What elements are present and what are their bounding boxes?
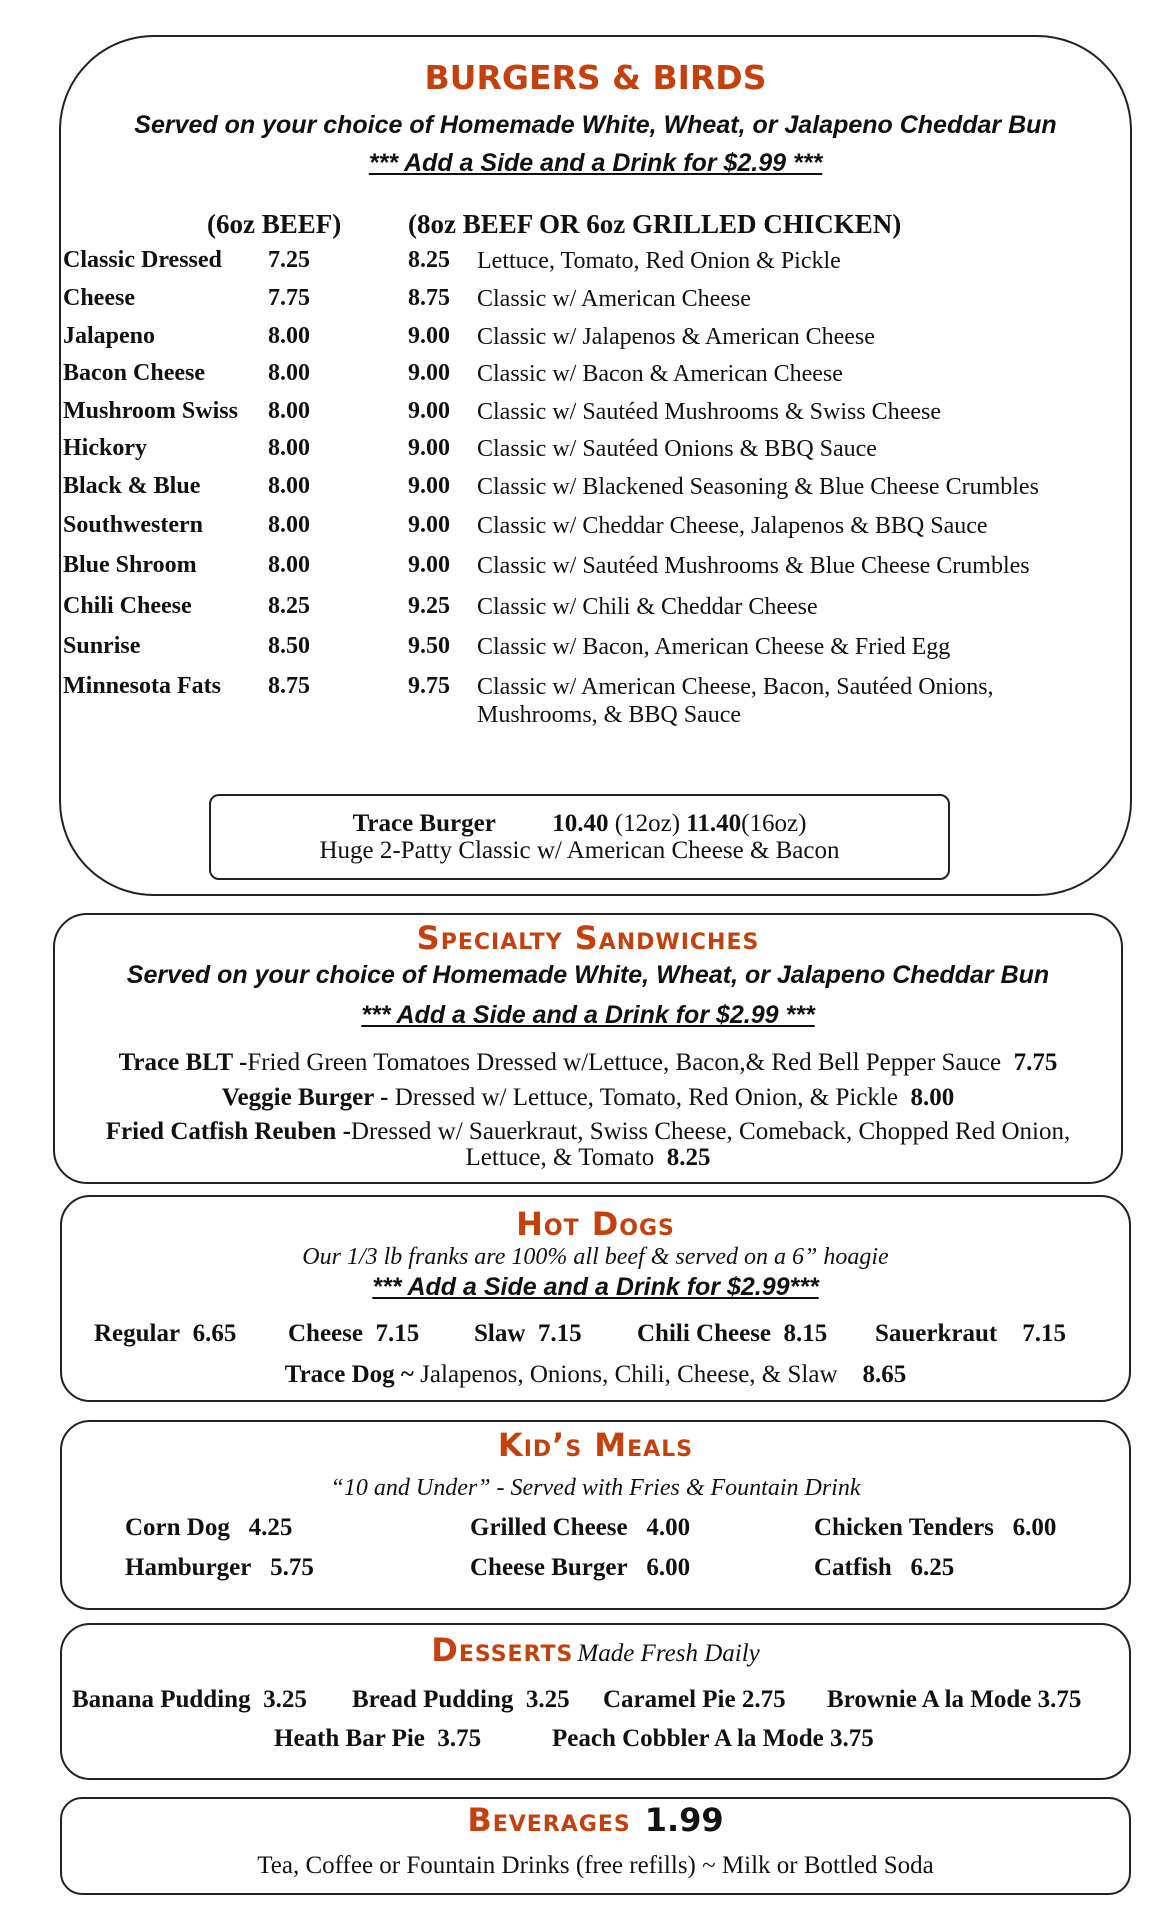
specialty-item-desc: Fried Green Tomatoes Dressed w/Lettuce, Bacon,& Red Bell Pepper Sauce <box>247 1049 1002 1076</box>
burger-row <box>61 398 1130 430</box>
burger-price-8oz: 9.25 <box>408 593 450 619</box>
kids-item-price: 6.00 <box>646 1554 691 1581</box>
trace-burger-size-16oz: (16oz) <box>741 810 807 837</box>
specialty-side-offer-text: *** Add a Side and a Drink for $2.99 *** <box>361 1001 815 1029</box>
desserts-tagline: Made Fresh Daily <box>577 1640 760 1667</box>
burger-name: Hickory <box>63 435 147 461</box>
beverages-desc: Tea, Coffee or Fountain Drinks (free refills) ~ Milk or Bottled Soda <box>257 1852 934 1879</box>
burger-price-8oz: 9.00 <box>408 473 450 499</box>
burger-price-8oz: 9.00 <box>408 512 450 538</box>
burger-name: Chili Cheese <box>63 593 192 619</box>
burger-name: Classic Dressed <box>63 247 222 273</box>
dessert-price: 3.25 <box>263 1686 307 1713</box>
dessert-item <box>603 1686 786 1714</box>
kids-item-name: Grilled Cheese <box>470 1514 628 1541</box>
burger-desc: Classic w/ American Cheese <box>477 286 751 312</box>
dessert-price: 3.75 <box>437 1725 482 1752</box>
burger-name: Jalapeno <box>63 323 156 349</box>
hotdogs-section <box>60 1195 1131 1402</box>
burger-price-8oz: 8.75 <box>408 285 450 311</box>
burgers-subtitle: Served on your choice of Homemade White, Wheat, or Jalapeno Cheddar Bun <box>134 111 1057 139</box>
burger-row <box>61 435 1130 467</box>
burger-row <box>61 512 1130 544</box>
burger-name: Mushroom Swiss <box>63 398 238 424</box>
dessert-item <box>552 1725 874 1753</box>
burger-price-8oz: 9.50 <box>408 633 450 659</box>
burger-name: Black & Blue <box>63 473 201 499</box>
hotdog-item <box>94 1320 236 1348</box>
burger-name: Sunrise <box>63 633 141 659</box>
specialty-item-name: Trace BLT - <box>118 1049 248 1076</box>
hotdog-price: 7.15 <box>375 1320 420 1347</box>
burger-price-6oz: 8.50 <box>268 633 310 659</box>
burger-desc: Classic w/ Jalapenos & American Cheese <box>477 324 875 350</box>
hotdog-price: 7.15 <box>1022 1320 1066 1347</box>
kids-item-name: Hamburger <box>125 1554 252 1581</box>
beef-6oz-header: (6oz BEEF) <box>207 209 342 239</box>
trace-burger-box <box>209 794 950 880</box>
dessert-item <box>274 1725 481 1753</box>
desserts-heading <box>62 1631 1129 1669</box>
dessert-name: Banana Pudding <box>72 1686 251 1713</box>
burger-price-6oz: 7.25 <box>268 247 310 273</box>
burger-price-6oz: 8.75 <box>268 673 310 699</box>
burger-desc: Lettuce, Tomato, Red Onion & Pickle <box>477 248 841 274</box>
specialty-title: Specialty Sandwiches <box>416 919 760 957</box>
specialty-item <box>55 1050 1121 1076</box>
burger-desc: Classic w/ Bacon, American Cheese & Fried Egg <box>477 634 951 660</box>
burger-price-6oz: 8.00 <box>268 360 310 386</box>
hotdog-name: Sauerkraut <box>875 1320 998 1347</box>
trace-dog <box>62 1361 1129 1389</box>
burger-row <box>61 673 1130 733</box>
burger-price-6oz: 8.25 <box>268 593 310 619</box>
kids-item-name: Corn Dog <box>125 1514 230 1541</box>
kids-item-name: Catfish <box>814 1554 892 1581</box>
burger-price-6oz: 8.00 <box>268 323 310 349</box>
kids-item <box>814 1514 1056 1542</box>
burger-desc: Classic w/ American Cheese, Bacon, Sautéed Onions, <box>477 674 994 700</box>
burger-price-8oz: 9.00 <box>408 552 450 578</box>
burger-desc: Classic w/ Sautéed Mushrooms & Blue Cheese Crumbles <box>477 553 1030 579</box>
burger-name: Cheese <box>63 285 135 311</box>
specialty-item-name: Veggie Burger - <box>221 1084 389 1111</box>
hotdog-item <box>474 1320 582 1348</box>
burger-name: Blue Shroom <box>63 552 197 578</box>
hotdog-item <box>288 1320 419 1348</box>
trace-burger-line <box>211 810 948 838</box>
burger-row <box>61 552 1130 584</box>
burger-name: Minnesota Fats <box>63 673 221 699</box>
kids-item-price: 4.25 <box>248 1514 293 1541</box>
burger-desc: Classic w/ Bacon & American Cheese <box>477 361 843 387</box>
burger-row <box>61 633 1130 665</box>
specialty-item-name: Fried Catfish Reuben - <box>105 1118 351 1145</box>
kids-item-name: Cheese Burger <box>470 1554 628 1581</box>
hotdog-name: Regular <box>94 1320 181 1347</box>
dessert-name: Bread Pudding <box>352 1686 514 1713</box>
burger-price-8oz: 9.75 <box>408 673 450 699</box>
dessert-price: 3.75 <box>830 1725 874 1752</box>
hotdogs-title: Hot Dogs <box>516 1205 675 1243</box>
hotdog-item <box>637 1320 827 1348</box>
hotdogs-subtitle: Our 1/3 lb franks are 100% all beef & served on a 6” hoagie <box>302 1244 889 1270</box>
kids-title: Kid’s Meals <box>497 1426 694 1464</box>
hotdogs-side-offer-text: *** Add a Side and a Drink for $2.99*** <box>372 1273 819 1301</box>
desserts-section <box>60 1623 1131 1780</box>
burger-name: Southwestern <box>63 512 204 538</box>
hotdog-item <box>875 1320 1066 1348</box>
dessert-price: 3.25 <box>525 1686 570 1713</box>
burger-row <box>61 323 1130 355</box>
burgers-side-offer-text: *** Add a Side and a Drink for $2.99 *** <box>368 149 823 177</box>
burger-price-6oz: 8.00 <box>268 398 310 424</box>
burgers-section <box>59 35 1132 896</box>
burger-desc: Classic w/ Sautéed Mushrooms & Swiss Cheese <box>477 399 941 425</box>
specialty-item <box>55 1119 1121 1171</box>
dessert-price: 2.75 <box>741 1686 786 1713</box>
kids-section <box>60 1420 1131 1610</box>
kids-item-price: 4.00 <box>646 1514 691 1541</box>
burger-row <box>61 593 1130 625</box>
dessert-name: Brownie A la Mode <box>827 1686 1032 1713</box>
burger-row <box>61 360 1130 392</box>
dessert-name: Caramel Pie <box>603 1686 736 1713</box>
dessert-item <box>827 1686 1081 1714</box>
hotdog-price: 7.15 <box>537 1320 582 1347</box>
trace-burger-size-12oz: (12oz) <box>614 810 681 837</box>
kids-item <box>125 1514 292 1542</box>
beverages-price: 1.99 <box>644 1801 724 1839</box>
hotdog-name: Slaw <box>474 1320 526 1347</box>
burger-price-6oz: 8.00 <box>268 552 310 578</box>
burger-desc: Classic w/ Blackened Seasoning & Blue Cheese Crumbles <box>477 474 1039 500</box>
trace-dog-price: 8.65 <box>862 1361 907 1388</box>
burger-price-6oz: 8.00 <box>268 435 310 461</box>
burger-price-6oz: 8.00 <box>268 473 310 499</box>
desserts-title: Desserts <box>431 1631 574 1669</box>
kids-item-price: 6.00 <box>1012 1514 1057 1541</box>
burgers-title: BURGERS & BIRDS <box>424 58 767 97</box>
beverages-heading <box>62 1801 1129 1839</box>
burger-row <box>61 247 1130 279</box>
burger-row <box>61 285 1130 317</box>
specialty-item-desc: Dressed w/ Sauerkraut, Swiss Cheese, Comeback, Chopped Red Onion, <box>350 1118 1071 1145</box>
burger-price-6oz: 7.75 <box>268 285 310 311</box>
trace-dog-name: Trace Dog ~ <box>284 1361 414 1388</box>
trace-burger-price-12oz: 10.40 <box>552 810 609 837</box>
specialty-item-price: 8.25 <box>666 1144 711 1171</box>
hotdog-price: 6.65 <box>192 1320 237 1347</box>
kids-item-price: 5.75 <box>270 1554 314 1581</box>
burgers-side-offer <box>61 149 1130 178</box>
specialty-subtitle: Served on your choice of Homemade White, Wheat, or Jalapeno Cheddar Bun <box>126 961 1050 989</box>
hotdog-name: Cheese <box>288 1320 363 1347</box>
burger-name: Bacon Cheese <box>63 360 205 386</box>
trace-burger-desc: Huge 2-Patty Classic w/ American Cheese & Bacon <box>319 837 840 864</box>
burger-price-8oz: 9.00 <box>408 435 450 461</box>
dessert-name: Peach Cobbler A la Mode <box>552 1725 824 1752</box>
burger-desc-line2: Mushrooms, & BBQ Sauce <box>477 702 741 728</box>
specialty-item-price: 8.00 <box>910 1084 955 1111</box>
specialty-side-offer <box>55 1001 1121 1030</box>
burger-price-8oz: 9.00 <box>408 360 450 386</box>
trace-burger-name: Trace Burger <box>352 810 496 837</box>
trace-dog-desc: Jalapenos, Onions, Chili, Cheese, & Slaw <box>413 1361 838 1388</box>
burger-row <box>61 473 1130 505</box>
hotdog-price: 8.15 <box>783 1320 828 1347</box>
dessert-name: Heath Bar Pie <box>274 1725 425 1752</box>
dessert-item <box>72 1686 307 1714</box>
trace-burger-price-16oz: 11.40 <box>686 810 742 837</box>
burger-price-6oz: 8.00 <box>268 512 310 538</box>
kids-item-price: 6.25 <box>910 1554 955 1581</box>
specialty-item-desc: Dressed w/ Lettuce, Tomato, Red Onion, & Pickle <box>388 1084 898 1111</box>
hotdog-name: Chili Cheese <box>637 1320 772 1347</box>
kids-item <box>470 1514 690 1542</box>
burger-desc: Classic w/ Cheddar Cheese, Jalapenos & BBQ Sauce <box>477 513 988 539</box>
dessert-item <box>352 1686 570 1714</box>
specialty-item <box>55 1085 1121 1111</box>
hotdogs-side-offer <box>62 1273 1129 1302</box>
kids-item-name: Chicken Tenders <box>814 1514 994 1541</box>
specialty-item-desc-line2: Lettuce, & Tomato <box>465 1144 655 1171</box>
burger-price-8oz: 9.00 <box>408 398 450 424</box>
kids-item <box>470 1554 690 1582</box>
beverages-title: Beverages <box>467 1801 631 1839</box>
kids-subtitle: “10 and Under” - Served with Fries & Fountain Drink <box>330 1475 861 1501</box>
specialty-section <box>53 913 1123 1184</box>
beef-8oz-header: (8oz BEEF OR 6oz GRILLED CHICKEN) <box>408 209 902 239</box>
burger-desc: Classic w/ Chili & Cheddar Cheese <box>477 594 818 620</box>
dessert-price: 3.75 <box>1037 1686 1082 1713</box>
burger-price-8oz: 9.00 <box>408 323 450 349</box>
burger-desc: Classic w/ Sautéed Onions & BBQ Sauce <box>477 436 877 462</box>
beverages-section <box>60 1797 1131 1895</box>
kids-item <box>125 1554 314 1582</box>
burger-price-8oz: 8.25 <box>408 247 450 273</box>
specialty-item-price: 7.75 <box>1013 1049 1058 1076</box>
kids-item <box>814 1554 954 1582</box>
